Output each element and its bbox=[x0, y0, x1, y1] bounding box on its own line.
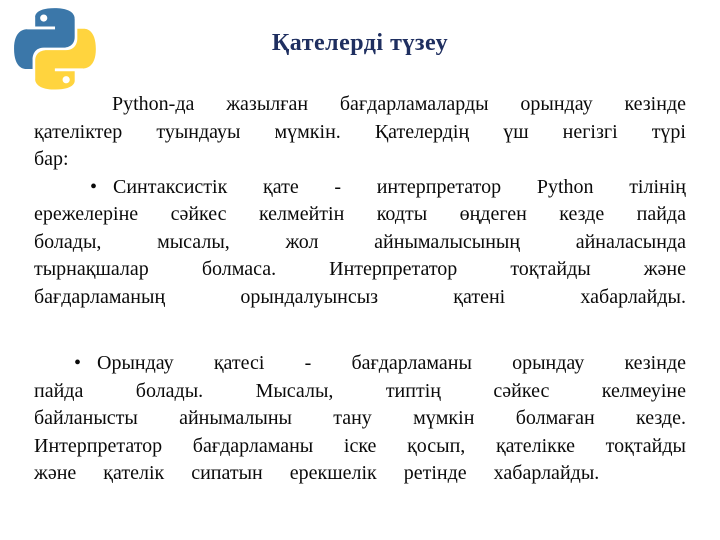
paragraph-intro-text: Python-да жазылған бағдарламаларды орындау кезінде қателіктер туындауы мүмкін. Қателердің үш негізгі түрі бар: bbox=[34, 93, 686, 170]
bullet-marker: • bbox=[90, 175, 98, 198]
paragraph-runtime-error bbox=[34, 350, 686, 488]
bullet-marker: • bbox=[74, 352, 82, 374]
slide-title: Қателерді түзеу bbox=[271, 30, 449, 56]
paragraph-intro bbox=[34, 91, 686, 174]
paragraph-syntax-error-text: Синтаксистік қате - интерпретатор Python тілінің ережелеріне сәйкес келмейтін кодты өңдеген кезде пайда болады, мысалы, жол айнымалысының айналасында тырнақшалар болмаса. Интерпретатор тоқтайды және бағдарламаның орындалуынсыз қатені хабарлайды. bbox=[34, 175, 686, 308]
paragraph-runtime-error-text: Орындау қатесі - бағдарламаны орындау кезінде пайда болады. Мысалы, типтің сәйкес келмеуіне байланысты айнымалыны тану мүмкін болмаған кезде. Интерпретатор бағдарламаны іске қосып, қателікке тоқтайды және қателік сипатын ерекшелік ретінде хабарлайды. bbox=[34, 352, 686, 484]
body-text bbox=[34, 91, 686, 488]
paragraph-syntax-error bbox=[34, 174, 686, 312]
